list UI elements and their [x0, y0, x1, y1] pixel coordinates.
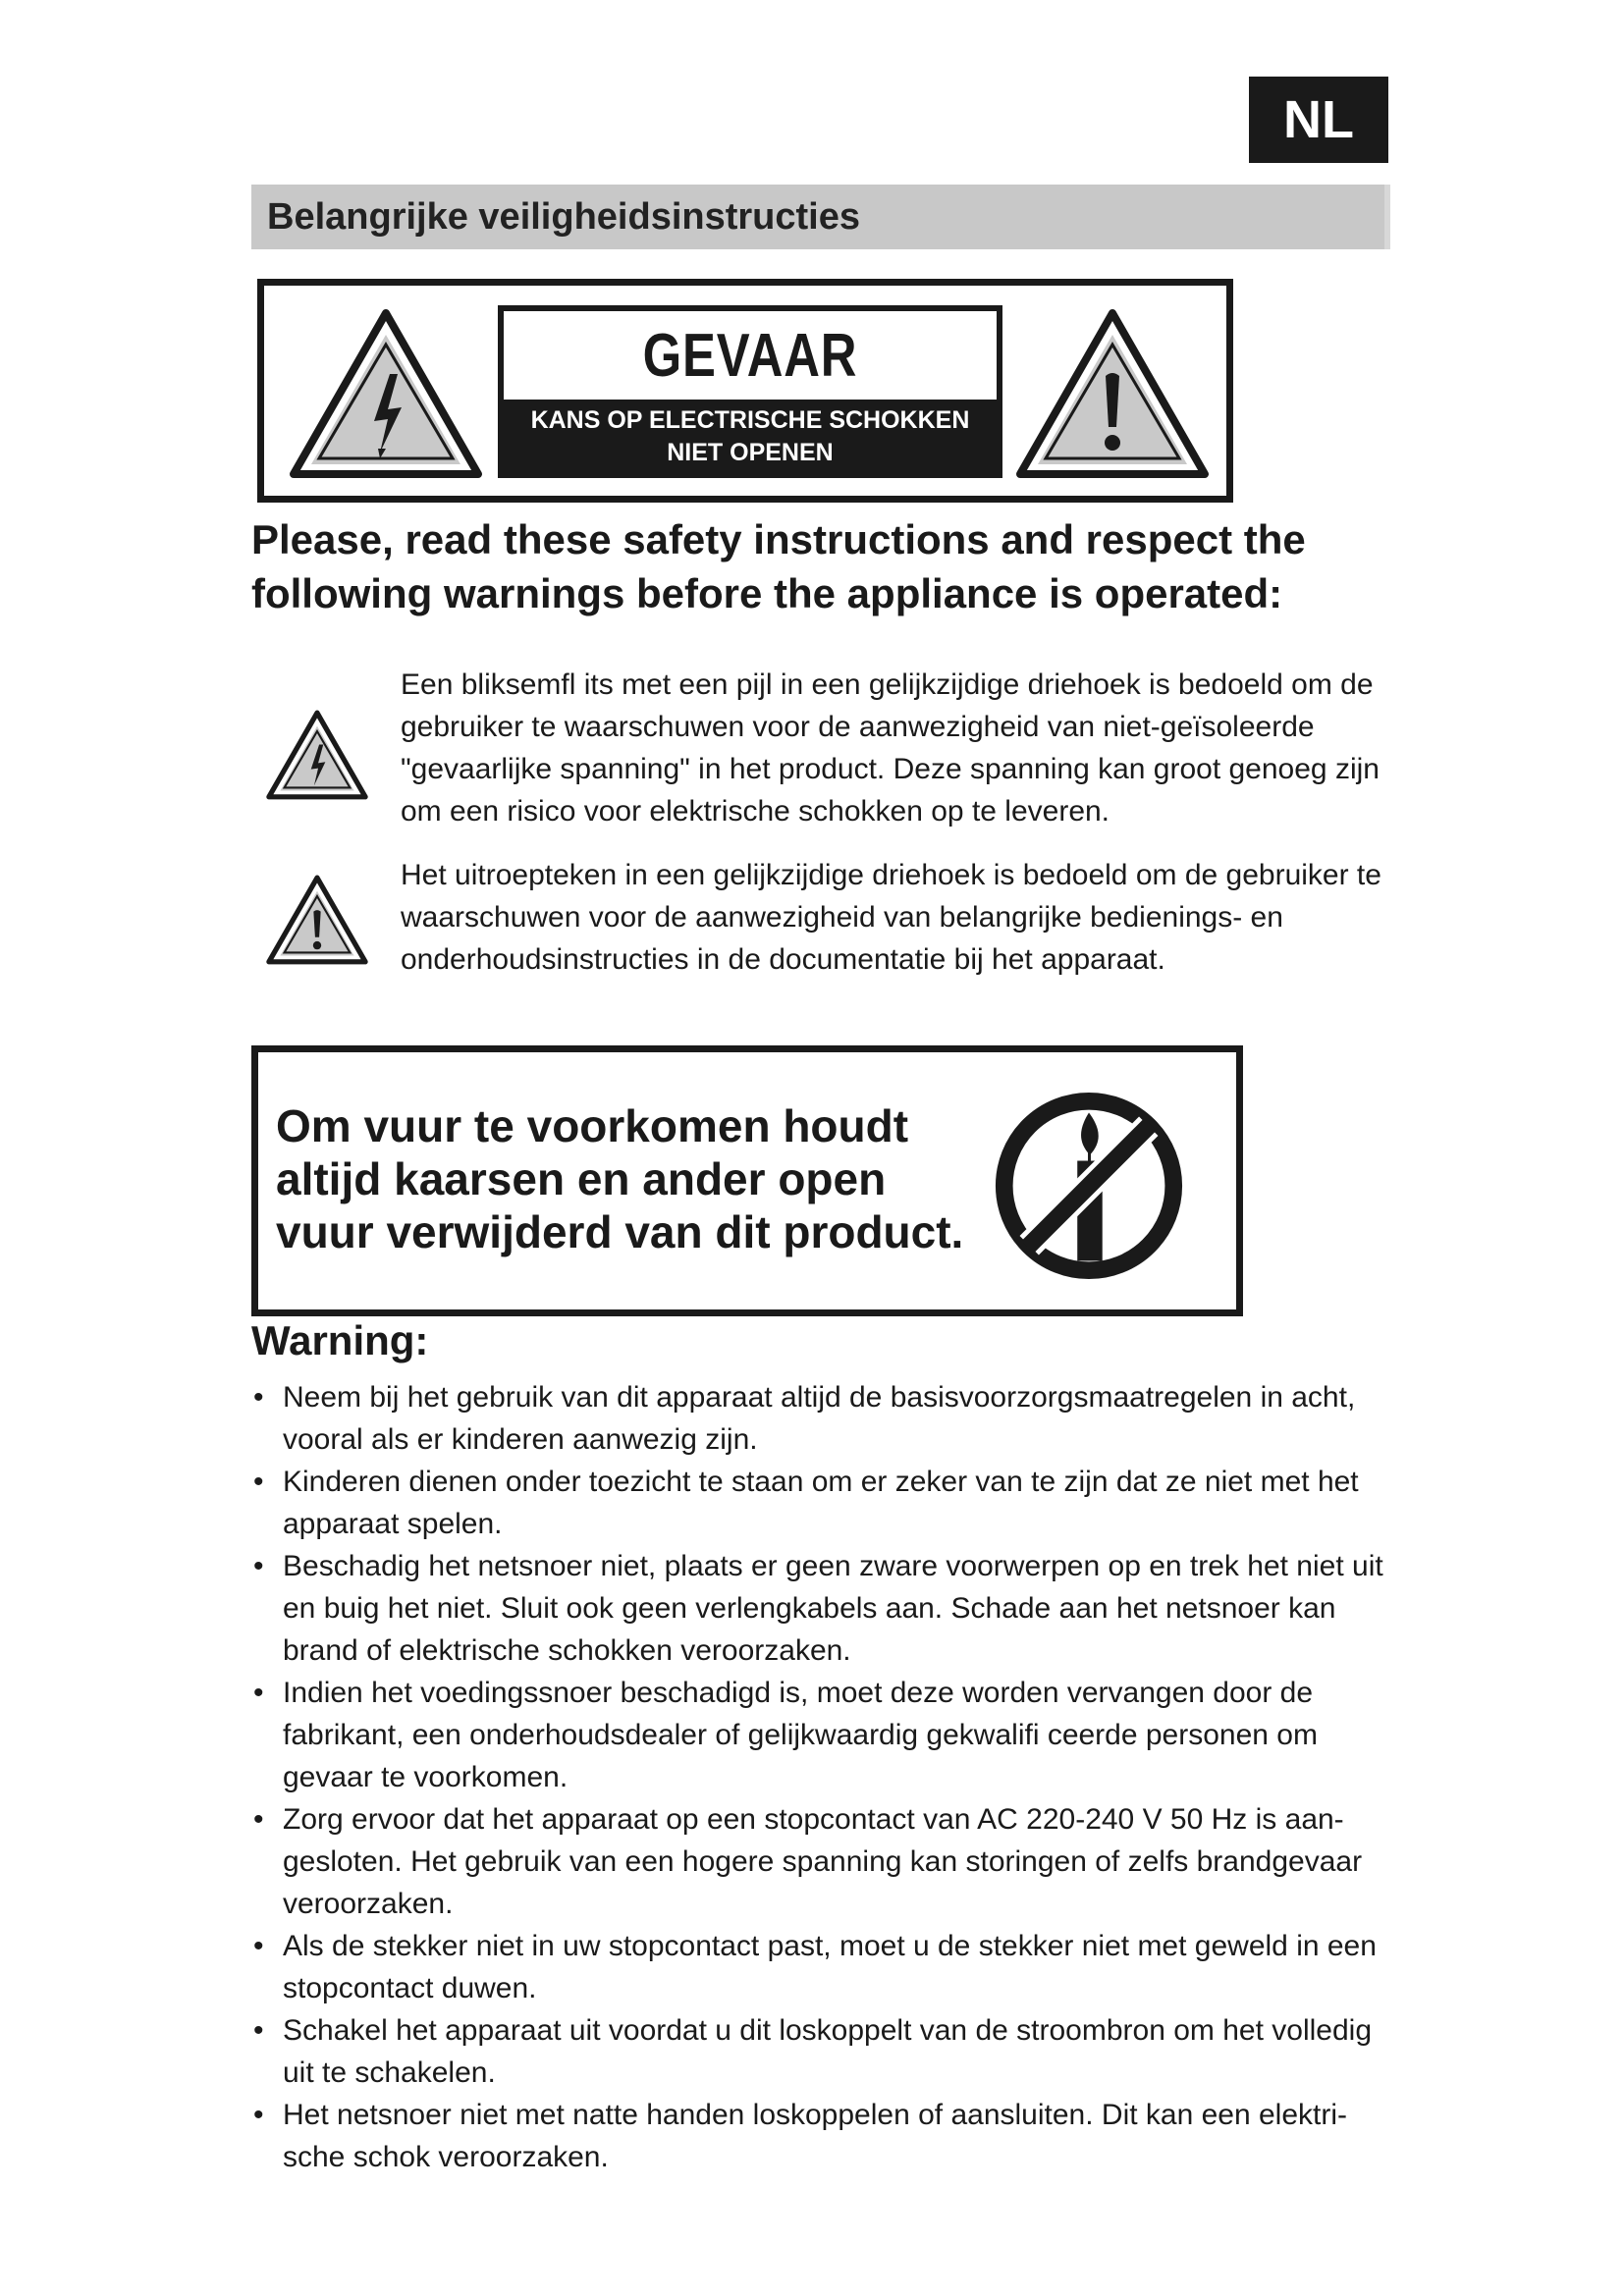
section-title — [251, 185, 1390, 249]
fire-warning-line-2: altijd kaarsen en ander open — [276, 1153, 887, 1204]
language-badge: NL — [1249, 77, 1388, 163]
list-item: • Beschadig het netsnoer niet, plaats er geen zware voorwerpen op en trek het niet uit en buig het niet. Sluit ook geen verlengkabels aan. Schade aan het netsnoer kan brand of elektrische schokken veroorzaken. — [251, 1545, 1400, 1672]
warning-list — [251, 1376, 1400, 2178]
list-item: • Als de stekker niet in uw stopcontact past, moet u de stekker niet met geweld in een stopcontact duwen. — [251, 1925, 1400, 2009]
exclamation-triangle-icon — [1014, 305, 1211, 482]
section-title-text: Belangrijke veiligheidsinstructies — [267, 195, 860, 238]
intro-heading: Please, read these safety instructions and respect the following warnings before the appliance is operated: — [251, 516, 1306, 616]
warning-text: Als de stekker niet in uw stopcontact past, moet u de stekker niet met geweld in een stopcontact duwen. — [283, 1930, 1377, 2004]
danger-panel — [257, 279, 1233, 503]
danger-line-2: NIET OPENEN — [667, 439, 834, 466]
symbol-text-lightning: Een bliksemfl its met een pijl in een gelijkzijdige driehoek is bedoeld om de gebruiker te waarschuwen voor de aanwezigheid van niet-geïsoleerde "gevaarlijke spanning" in het product. Deze spanning kan groot genoeg zijn om een risico voor elektrische schokken op te leveren. — [401, 668, 1380, 828]
danger-label-box — [498, 305, 1002, 478]
warning-text: Indien het voedingssnoer beschadigd is, moet deze worden vervangen door de fabrikant, een onderhoudsdealer of gelijkwaardig gekwalifi ceerde personen om gevaar te voorkomen. — [283, 1677, 1318, 1793]
warning-text: Schakel het apparaat uit voordat u dit loskoppelt van de stroombron om het volledig uit te schakelen. — [283, 2014, 1373, 2089]
lightning-triangle-icon — [265, 709, 369, 801]
list-item: • Kinderen dienen onder toezicht te staan om er zeker van te zijn dat ze niet met het apparaat spelen. — [251, 1461, 1400, 1545]
fire-warning-panel — [251, 1045, 1243, 1316]
fire-warning-line-3: vuur verwijderd van dit product. — [276, 1206, 964, 1257]
warning-text: Zorg ervoor dat het apparaat op een stopcontact van AC 220-240 V 50 Hz is aan-gesloten. Het gebruik van een hogere spanning kan storingen of zelfs brandgevaar veroorzaken. — [283, 1803, 1363, 1920]
list-item: • Het netsnoer niet met natte handen loskoppelen of aansluiten. Dit kan een elektri-sche schok veroorzaken. — [251, 2094, 1400, 2178]
list-item: • Schakel het apparaat uit voordat u dit loskoppelt van de stroombron om het volledig uit te schakelen. — [251, 2009, 1400, 2094]
warning-text: Kinderen dienen onder toezicht te staan om er zeker van te zijn dat ze niet met het apparaat spelen. — [283, 1466, 1359, 1540]
warning-heading: Warning: — [251, 1317, 429, 1363]
symbol-text-exclamation: Het uitroepteken in een gelijkzijdige driehoek is bedoeld om de gebruiker te waarschuwen voor de aanwezigheid van belangrijke bedienings- en onderhoudsinstructies in de documentatie bij het apparaat. — [401, 859, 1381, 976]
warning-text: Het netsnoer niet met natte handen loskoppelen of aansluiten. Dit kan een elektri-sche schok veroorzaken. — [283, 2099, 1348, 2173]
danger-line-1: KANS OP ELECTRISCHE SCHOKKEN — [530, 406, 970, 434]
no-candle-icon — [993, 1090, 1185, 1282]
list-item: • Neem bij het gebruik van dit apparaat altijd de basisvoorzorgsmaatregelen in acht, vooral als er kinderen aanwezig zijn. — [251, 1376, 1400, 1461]
fire-warning-text — [276, 1099, 1022, 1258]
exclamation-triangle-icon — [265, 874, 369, 966]
lightning-triangle-icon — [288, 305, 484, 482]
fire-warning-line-1: Om vuur te voorkomen houdt — [276, 1100, 909, 1151]
danger-title: GEVAAR — [642, 322, 858, 390]
warning-text: Beschadig het netsnoer niet, plaats er geen zware voorwerpen op en trek het niet uit en buig het niet. Sluit ook geen verlengkabels aan. Schade aan het netsnoer kan brand of elektrische schokken veroorzaken. — [283, 1550, 1383, 1667]
warning-text: Neem bij het gebruik van dit apparaat altijd de basisvoorzorgsmaatregelen in acht, vooral als er kinderen aanwezig zijn. — [283, 1381, 1356, 1456]
list-item: • Zorg ervoor dat het apparaat op een stopcontact van AC 220-240 V 50 Hz is aan-gesloten. Het gebruik van een hogere spanning kan storingen of zelfs brandgevaar veroorzaken. — [251, 1798, 1400, 1925]
list-item: • Indien het voedingssnoer beschadigd is, moet deze worden vervangen door de fabrikant, een onderhoudsdealer of gelijkwaardig gekwalifi ceerde personen om gevaar te voorkomen. — [251, 1672, 1400, 1798]
danger-strip — [504, 400, 997, 472]
